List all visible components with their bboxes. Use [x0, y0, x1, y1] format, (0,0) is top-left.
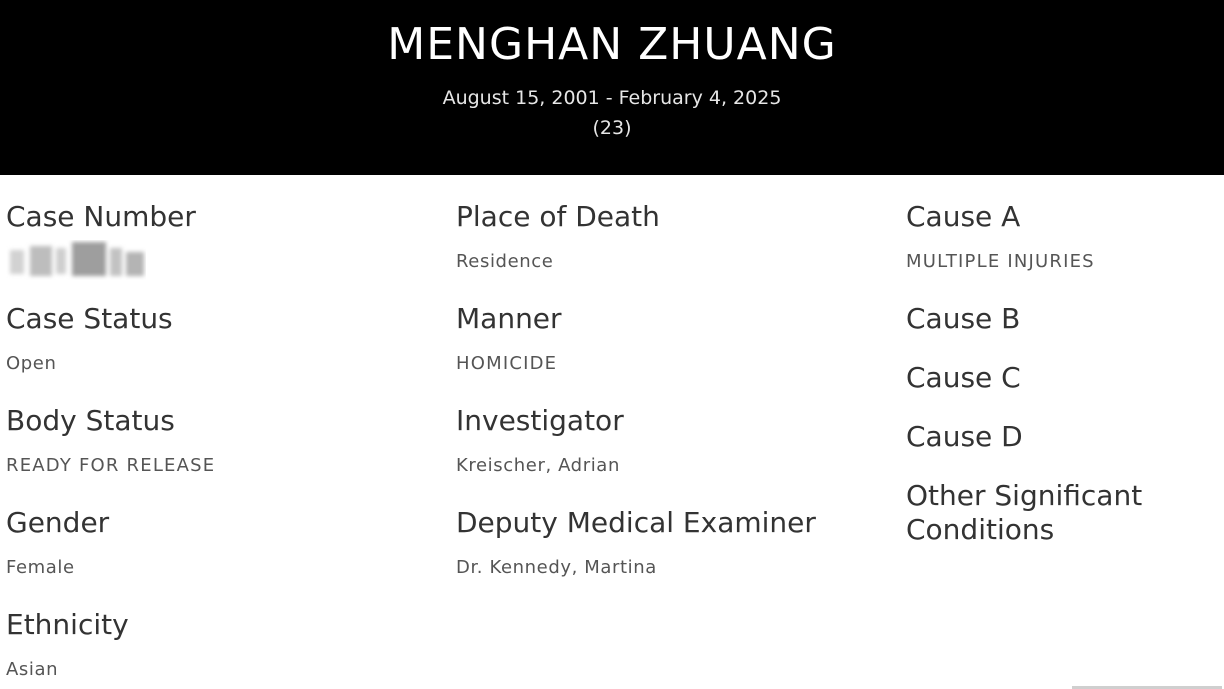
cause-d-label: Cause D: [906, 420, 1023, 453]
life-dates: August 15, 2001 - February 4, 2025: [442, 87, 782, 109]
other-significant-conditions-label: Other Significant Conditions: [906, 479, 1143, 546]
header-banner: [0, 0, 1224, 175]
cause-c-label: Cause C: [906, 361, 1021, 394]
cause-a-label: Cause A: [906, 200, 1021, 233]
gender-label: Gender: [6, 506, 110, 539]
manner-label: Manner: [456, 302, 562, 335]
investigator-value: Kreischer, Adrian: [456, 455, 620, 476]
gender-value: Female: [6, 557, 75, 578]
case-status-label: Case Status: [6, 302, 173, 335]
place-of-death-label: Place of Death: [456, 200, 660, 233]
age: (23): [592, 117, 632, 139]
decedent-name: MENGHAN ZHUANG: [387, 19, 837, 70]
manner-value: HOMICIDE: [456, 353, 558, 374]
ethnicity-label: Ethnicity: [6, 608, 129, 641]
body-status-value: READY FOR RELEASE: [6, 455, 216, 476]
investigator-label: Investigator: [456, 404, 624, 437]
case-number-label: Case Number: [6, 200, 196, 233]
redacted-case-number: [6, 240, 146, 280]
case-status-value: Open: [6, 353, 57, 374]
deputy-medical-examiner-label: Deputy Medical Examiner: [456, 506, 816, 539]
body-status-label: Body Status: [6, 404, 175, 437]
place-of-death-value: Residence: [456, 251, 554, 272]
cause-a-value: MULTIPLE INJURIES: [906, 251, 1095, 272]
cause-b-label: Cause B: [906, 302, 1021, 335]
ethnicity-value: Asian: [6, 659, 59, 680]
deputy-medical-examiner-value: Dr. Kennedy, Martina: [456, 557, 657, 578]
